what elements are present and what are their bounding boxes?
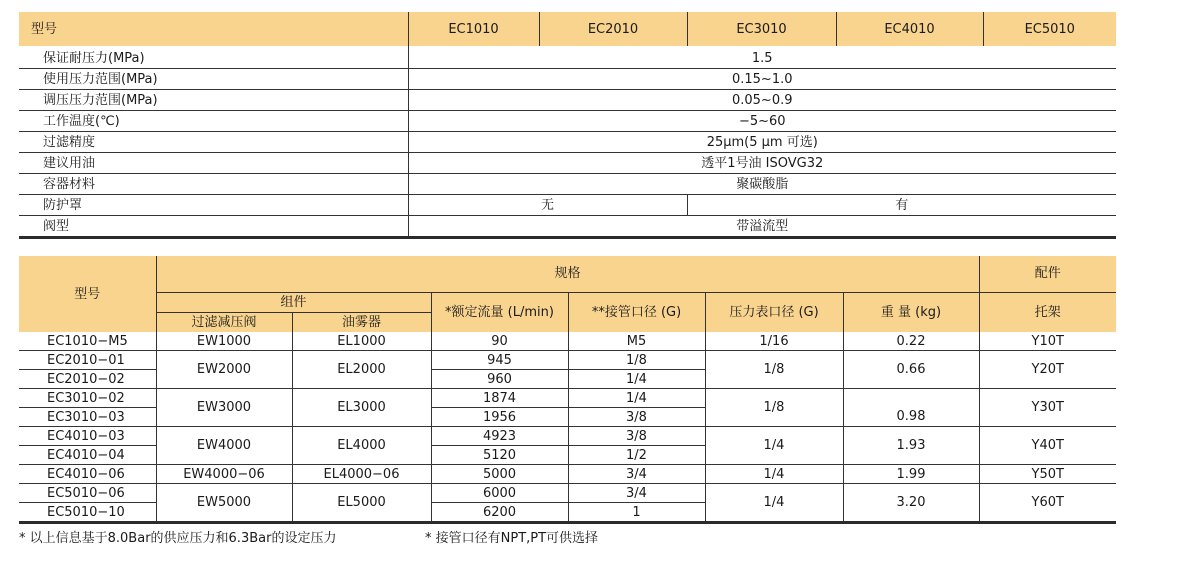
header-port: **接管口径 (G) — [568, 292, 705, 332]
header-gauge: 压力表口径 (G) — [705, 292, 843, 332]
mist-cell: EL5000 — [292, 484, 431, 523]
spec-value: 25μm(5 μm 可选) — [408, 132, 1116, 153]
port-cell: 1/2 — [568, 446, 705, 465]
spec-value: 有 — [687, 195, 1116, 216]
port-cell: 1/4 — [568, 389, 705, 408]
model-cell: EC2010−02 — [19, 370, 156, 389]
weight-cell: 1.93 — [843, 427, 979, 465]
spec-header-row — [19, 12, 1116, 46]
port-cell: 3/4 — [568, 465, 705, 484]
frl-cell: EW4000−06 — [156, 465, 292, 484]
gauge-cell: 1/4 — [705, 465, 843, 484]
bracket-cell: Y30T — [979, 389, 1116, 427]
spec-value: 聚碳酸脂 — [408, 174, 1116, 195]
spec-row — [19, 216, 1116, 238]
flow-cell: 1874 — [431, 389, 568, 408]
spec-table — [19, 12, 1116, 239]
flow-cell: 960 — [431, 370, 568, 389]
spec-label: 使用压力范围(MPa) — [19, 69, 408, 90]
header-parts: 配件 — [979, 256, 1116, 292]
flow-cell: 5000 — [431, 465, 568, 484]
frl-cell: EW5000 — [156, 484, 292, 523]
flow-cell: 945 — [431, 351, 568, 370]
mist-cell: EL3000 — [292, 389, 431, 427]
mist-cell: EL2000 — [292, 351, 431, 389]
gauge-cell: 1/16 — [705, 332, 843, 351]
spec-row — [19, 69, 1116, 90]
footnote-pressure: * 以上信息基于8.0Bar的供应压力和6.3Bar的设定压力 — [19, 531, 337, 546]
weight-cell: 0.22 — [843, 332, 979, 351]
spec-label: 保证耐压力(MPa) — [19, 46, 408, 69]
weight-cell: 0.66 — [843, 351, 979, 389]
header-weight: 重 量 (kg) — [843, 292, 979, 332]
bracket-cell: Y60T — [979, 484, 1116, 523]
model-cell: EC3010−02 — [19, 389, 156, 408]
model-cell: EC3010−03 — [19, 408, 156, 427]
weight-cell-empty — [843, 389, 979, 408]
header-assembly: 组件 — [156, 292, 431, 312]
weight-cell: 3.20 — [843, 484, 979, 523]
table-row — [19, 351, 1116, 370]
header-model: 型号 — [19, 256, 156, 332]
header-frl: 过滤减压阀 — [156, 312, 292, 332]
flow-cell: 1956 — [431, 408, 568, 427]
spec-row — [19, 195, 1116, 216]
spec-row — [19, 90, 1116, 111]
port-cell: 3/8 — [568, 427, 705, 446]
mist-cell: EL4000 — [292, 427, 431, 465]
header-bracket: 托架 — [979, 292, 1116, 332]
spec-label: 建议用油 — [19, 153, 408, 174]
table-row — [19, 484, 1116, 503]
spec-value: −5~60 — [408, 111, 1116, 132]
spec-row — [19, 111, 1116, 132]
table-row — [19, 389, 1116, 408]
model-cell: EC4010−03 — [19, 427, 156, 446]
weight-cell: 1.99 — [843, 465, 979, 484]
spec-value: 透平1号油 ISOVG32 — [408, 153, 1116, 174]
model-cell: EC5010−10 — [19, 503, 156, 523]
spec-row — [19, 153, 1116, 174]
flow-cell: 6000 — [431, 484, 568, 503]
model-cell: EC4010−06 — [19, 465, 156, 484]
spec-row — [19, 46, 1116, 69]
port-cell: 1/8 — [568, 351, 705, 370]
frl-cell: EW4000 — [156, 427, 292, 465]
table-row — [19, 332, 1116, 351]
header-cell: EC1010 — [408, 12, 539, 46]
bracket-cell: Y10T — [979, 332, 1116, 351]
spec-label: 过滤精度 — [19, 132, 408, 153]
header-mist: 油雾器 — [292, 312, 431, 332]
frl-cell: EW1000 — [156, 332, 292, 351]
port-cell: 3/4 — [568, 484, 705, 503]
spec-value: 带溢流型 — [408, 216, 1116, 238]
spec-row — [19, 132, 1116, 153]
spec-value: 无 — [408, 195, 687, 216]
header-flow: *额定流量 (L/min) — [431, 292, 568, 332]
flow-cell: 5120 — [431, 446, 568, 465]
header-cell: EC5010 — [983, 12, 1116, 46]
model-cell: EC1010−M5 — [19, 332, 156, 351]
spec-value: 1.5 — [408, 46, 1116, 69]
header-cell: EC2010 — [539, 12, 687, 46]
spec-label: 容器材料 — [19, 174, 408, 195]
spec-label: 调压压力范围(MPa) — [19, 90, 408, 111]
spec-label: 工作温度(℃) — [19, 111, 408, 132]
model-cell: EC2010−01 — [19, 351, 156, 370]
header-spec: 规格 — [156, 256, 979, 292]
model-header-row — [19, 256, 1116, 292]
spec-value: 0.05~0.9 — [408, 90, 1116, 111]
table-row — [19, 465, 1116, 484]
model-table — [19, 256, 1116, 524]
mist-cell: EL1000 — [292, 332, 431, 351]
flow-cell: 90 — [431, 332, 568, 351]
port-cell: 3/8 — [568, 408, 705, 427]
header-cell: 型号 — [19, 12, 408, 46]
header-cell: EC3010 — [687, 12, 836, 46]
spec-row — [19, 174, 1116, 195]
model-cell: EC5010−06 — [19, 484, 156, 503]
mist-cell: EL4000−06 — [292, 465, 431, 484]
flow-cell: 4923 — [431, 427, 568, 446]
port-cell: M5 — [568, 332, 705, 351]
spec-label: 阀型 — [19, 216, 408, 238]
header-cell: EC4010 — [836, 12, 983, 46]
gauge-cell: 1/8 — [705, 389, 843, 427]
frl-cell: EW2000 — [156, 351, 292, 389]
model-cell: EC4010−04 — [19, 446, 156, 465]
footnote-port: * 接管口径有NPT,PT可供选择 — [425, 531, 599, 546]
gauge-cell: 1/8 — [705, 351, 843, 389]
bracket-cell: Y40T — [979, 427, 1116, 465]
gauge-cell: 1/4 — [705, 484, 843, 523]
gauge-cell: 1/4 — [705, 427, 843, 465]
spec-value: 0.15~1.0 — [408, 69, 1116, 90]
bracket-cell: Y20T — [979, 351, 1116, 389]
frl-cell: EW3000 — [156, 389, 292, 427]
port-cell: 1/4 — [568, 370, 705, 389]
port-cell: 1 — [568, 503, 705, 523]
model-header-row — [19, 292, 1116, 312]
weight-cell: 0.98 — [843, 408, 979, 427]
table-row — [19, 427, 1116, 446]
spec-label: 防护罩 — [19, 195, 408, 216]
flow-cell: 6200 — [431, 503, 568, 523]
bracket-cell: Y50T — [979, 465, 1116, 484]
